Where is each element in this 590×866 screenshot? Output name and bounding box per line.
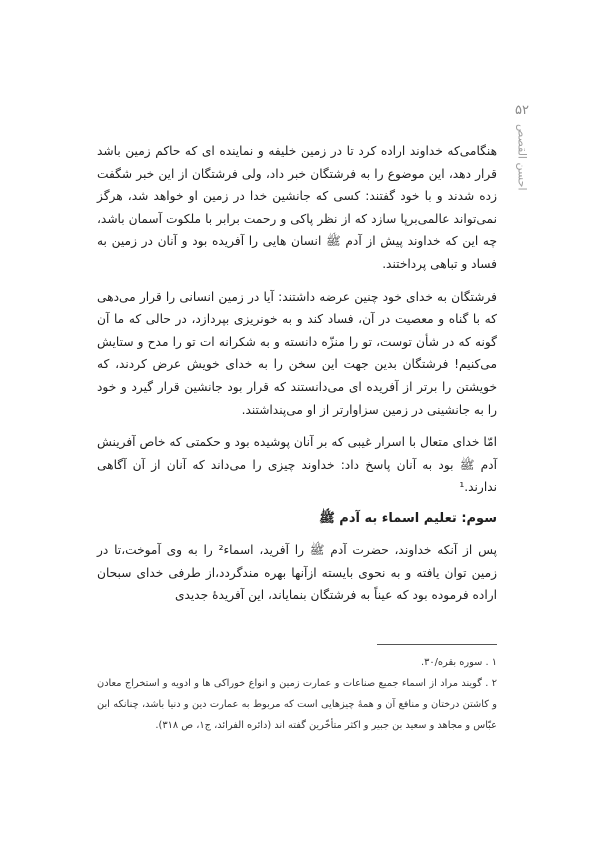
footnote-divider [377, 644, 497, 645]
paragraph-4: پس از آنکه خداوند، حضرت آدم ﷺ را آفرید، اسماء² را به وی آموخت،تا در زمین توان یافته و به نحوی بایسته ازآنها بهره مندگردد،از طرفی خدای سبحان اراده فرموده بود که عیناً به فرشتگان بنمایاند، این آفریدهٔ جدیدی [97, 542, 497, 603]
main-text [97, 140, 497, 617]
paragraph-1: هنگامی‌که خداوند اراده کرد تا در زمین خلیفه و نماینده ای که حاکم زمین باشد قرار دهد، این موضوع را به فرشتگان خبر داد، ولی فرشتگان از این خبر شگفت زده شدند و با خود گفتند: کسی که جانشین خدا در زمین او خواهد شد، هرگز نمی‌تواند عالمی‌برپا سازد که از نظر پاکی و رحمت برابر با ملکوت آسمان باشد، چه این که خداوند پیش از آدم ﷺ انسان هایی را آفریده بود و آنان در زمین به فساد و تباهی پرداختند. [97, 144, 497, 271]
footnotes [97, 652, 497, 736]
footnote-2: ۲ . گویند مراد از اسماء جمیع صناعات و عمارت زمین و انواع خوراکی ها و ادویه و استخراج معادن و کاشتن درختان و منافع آن و همهٔ چیزهایی است که مربوط به عمارت دین و دنیا باشد، چنانکه ابن عبّاس و مجاهد و سعید بن جبیر و اکثر متأخّرین گفته اند (دائره الفرائد، ج۱، ص ۳۱۸). [97, 678, 497, 731]
section-heading: سوم: تعلیم اسماء به آدم ﷺ [319, 510, 497, 526]
paragraph-3: امّا خدای متعال با اسرار غیبی که بر آنان پوشیده بود و حکمتی که خاص آفرینش آدم ﷺ بود به آنان پاسخ داد: خداوند چیزی را می‌داند که آنان از آن آگاهی ندارند.¹ [97, 435, 497, 495]
page-header-rail [504, 103, 540, 223]
footnote-1: ۱ . سوره بقره/۳۰. [420, 657, 497, 668]
page-number: ۵۲ [515, 103, 529, 118]
paragraph-2: فرشتگان به خدای خود چنین عرضه داشتند: آیا در زمین انسانی را قرار می‌دهی که با گناه و معصیت در آن، فساد کند و به خونریزی بپردازد، در حالی که ما آن گونه که در شأن توست، تو را منزّه دانسته و به شکرانه ات تو را مدح و ستایش می‌کنیم! فرشتگان بدین جهت این سخن را به خدای خویش عرض کردند، که خویشتن را برتر از آفریده ای می‌دانستند که قرار بود جانشین قرار گیرد و خود را به جانشینی در زمین سزاوارتر از او می‌پنداشتند. [97, 289, 497, 417]
running-title: احسن القصص [515, 124, 529, 191]
